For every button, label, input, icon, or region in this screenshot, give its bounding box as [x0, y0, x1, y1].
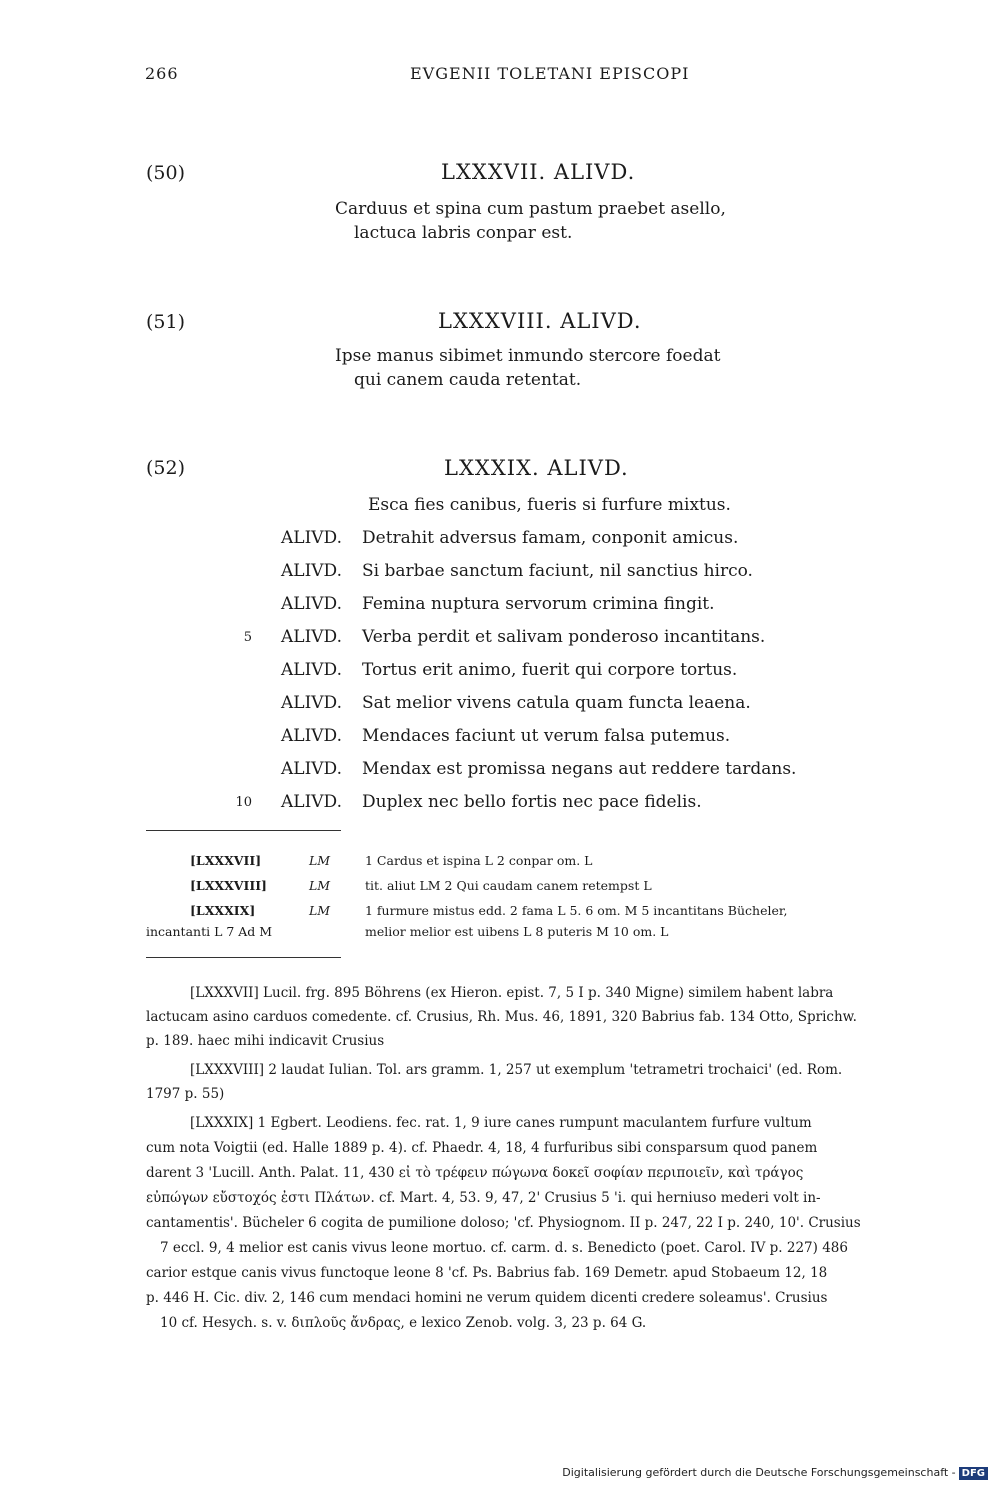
apparatus-ref: [LXXXVII] [190, 853, 262, 868]
entry-label: ALIVD. [281, 660, 342, 680]
poem-number: (51) [146, 311, 186, 333]
note-line: 7 eccl. 9, 4 melior est canis vivus leone mortuo. cf. carm. d. s. Benedicto (poet. Carol. IV p. 227) 486 [160, 1240, 848, 1256]
poem-title: LXXXVIII. ALIVD. [438, 309, 642, 333]
notes-divider [146, 957, 341, 958]
line-number: 5 [243, 630, 252, 645]
page-number: 266 [145, 64, 179, 83]
apparatus-entry: 1 Cardus et ispina L 2 conpar om. L [365, 853, 593, 868]
verse-line: Si barbae sanctum faciunt, nil sanctius hirco. [362, 561, 753, 581]
note-line: carior estque canis vivus functoque leone 8 'cf. Ps. Babrius fab. 169 Demetr. apud Stobaeum 12, 18 [146, 1265, 828, 1281]
note-line: lactucam asino carduos comedente. cf. Crusius, Rh. Mus. 46, 1891, 320 Babrius fab. 134 Otto, Sprichw. [146, 1009, 857, 1025]
verse-line: Carduus et spina cum pastum praebet asello, [335, 199, 726, 219]
note-line: 10 cf. Hesych. s. v. διπλοῦς ἄνδρας, e lexico Zenob. volg. 3, 23 p. 64 G. [160, 1315, 647, 1331]
note-line: [LXXXIX] 1 Egbert. Leodiens. fec. rat. 1, 9 iure canes rumpunt maculantem furfure vultum [190, 1115, 812, 1131]
dfg-logo: DFG [959, 1467, 988, 1480]
apparatus-entry: incantanti L 7 Ad M [146, 924, 273, 939]
note-line: p. 446 H. Cic. div. 2, 146 cum mendaci homini ne verum quidem dicenti credere soleamus'. Crusius [146, 1290, 828, 1306]
entry-label: ALIVD. [281, 726, 342, 746]
footer-text: Digitalisierung gefördert durch die Deutsche Forschungsgemeinschaft - [562, 1466, 956, 1479]
note-line: εὐπώγων εὔστοχός ἐστι Πλάτων. cf. Mart. 4, 53. 9, 47, 2' Crusius 5 'i. qui herniuso mederi volt in- [146, 1190, 821, 1206]
poem-number: (50) [146, 162, 186, 184]
apparatus-entry: melior melior est uibens L 8 puteris M 10 om. L [365, 924, 669, 939]
apparatus-sigla: LM [309, 903, 331, 918]
apparatus-ref: [LXXXVIII] [190, 878, 267, 893]
note-line: [LXXXVIII] 2 laudat Iulian. Tol. ars gramm. 1, 257 ut exemplum 'tetrametri trochaici' (ed. Rom. [190, 1062, 843, 1078]
line-number: 10 [235, 795, 252, 810]
note-line: p. 189. haec mihi indicavit Crusius [146, 1033, 385, 1049]
poem-title: LXXXVII. ALIVD. [441, 160, 636, 184]
verse-line: lactuca labris conpar est. [354, 223, 573, 243]
apparatus-sigla: LM [309, 878, 331, 893]
verse-line: Tortus erit animo, fuerit qui corpore tortus. [362, 660, 738, 680]
apparatus-entry: tit. aliut LM 2 Qui caudam canem retempst L [365, 878, 652, 893]
entry-label: ALIVD. [281, 792, 342, 812]
entry-label: ALIVD. [281, 528, 342, 548]
entry-label: ALIVD. [281, 759, 342, 779]
verse-line: Detrahit adversus famam, conponit amicus. [362, 528, 739, 548]
verse-line: qui canem cauda retentat. [354, 370, 582, 390]
verse-line: Ipse manus sibimet inmundo stercore foedat [335, 346, 721, 366]
apparatus-ref: [LXXXIX] [190, 903, 256, 918]
entry-label: ALIVD. [281, 627, 342, 647]
verse-line: Esca fies canibus, fueris si furfure mixtus. [368, 495, 731, 515]
running-title: EVGENII TOLETANI EPISCOPI [410, 64, 690, 83]
verse-line: Mendax est promissa negans aut reddere tardans. [362, 759, 797, 779]
apparatus-divider [146, 830, 341, 831]
verse-line: Verba perdit et salivam ponderoso incantitans. [362, 627, 766, 647]
verse-line: Sat melior vivens catula quam functa leaena. [362, 693, 751, 713]
entry-label: ALIVD. [281, 693, 342, 713]
poem-title: LXXXIX. ALIVD. [444, 456, 629, 480]
apparatus-sigla: LM [309, 853, 331, 868]
entry-label: ALIVD. [281, 594, 342, 614]
poem-number: (52) [146, 457, 186, 479]
verse-line: Femina nuptura servorum crimina fingit. [362, 594, 715, 614]
note-line: 1797 p. 55) [146, 1086, 225, 1102]
entry-label: ALIVD. [281, 561, 342, 581]
note-line: darent 3 'Lucill. Anth. Palat. 11, 430 εἰ τὸ τρέφειν πώγωνα δοκεῖ σοφίαν περιποιεῖν, καὶ τράγος [146, 1165, 804, 1181]
verse-line: Duplex nec bello fortis nec pace fidelis. [362, 792, 702, 812]
note-line: cum nota Voigtii (ed. Halle 1889 p. 4). cf. Phaedr. 4, 18, 4 furfuribus sibi consparsum quod panem [146, 1140, 818, 1156]
note-line: [LXXXVII] Lucil. frg. 895 Böhrens (ex Hieron. epist. 7, 5 I p. 340 Migne) similem habent labra [190, 985, 834, 1001]
digitization-footer [562, 1466, 988, 1480]
verse-line: Mendaces faciunt ut verum falsa putemus. [362, 726, 731, 746]
note-line: cantamentis'. Bücheler 6 cogita de pumilione doloso; 'cf. Physiognom. II p. 247, 22 I p. 240, 10'. Crusius [146, 1215, 861, 1231]
apparatus-entry: 1 furmure mistus edd. 2 fama L 5. 6 om. M 5 incantitans Bücheler, [365, 903, 788, 918]
